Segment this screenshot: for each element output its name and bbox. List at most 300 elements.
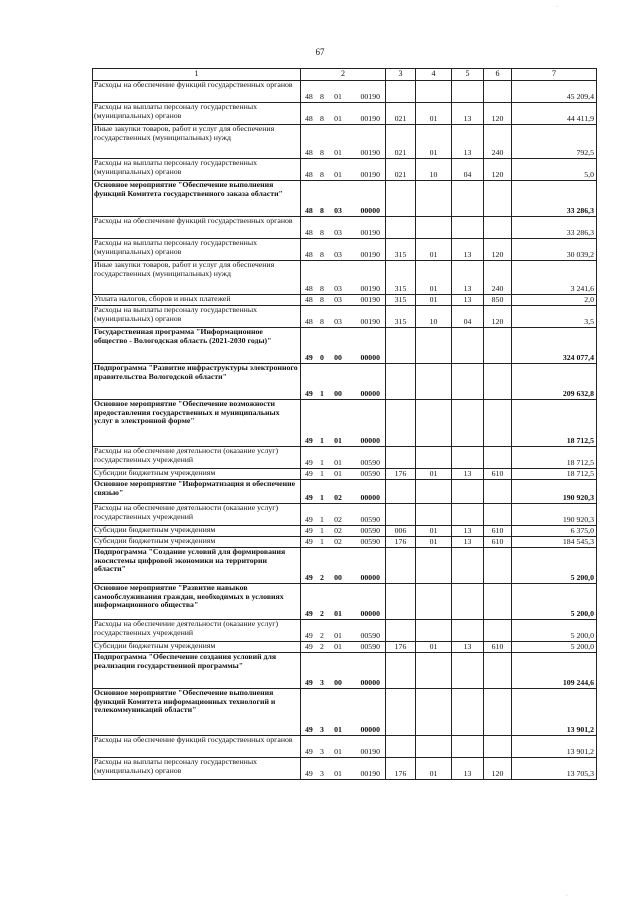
code-part: 02 (334, 515, 342, 525)
code-part: 1 (320, 515, 324, 525)
classification-code (303, 470, 383, 479)
table-row (93, 181, 597, 217)
row-name-cell: Расходы на обеспечение функций государственных органов (93, 736, 301, 758)
row-code-cell (301, 81, 386, 103)
row-code-cell (301, 526, 386, 537)
column-header: 1 (93, 69, 301, 81)
row-col3-cell (386, 400, 416, 447)
row-col5-cell (452, 736, 484, 758)
table-body (93, 69, 597, 780)
row-name-cell: Расходы на выплаты персоналу государственных (муниципальных) органов (93, 758, 301, 780)
row-col6-cell (484, 217, 512, 239)
row-col4-cell (416, 480, 452, 504)
row-name-cell: Расходы на обеспечение функций государственных органов (93, 217, 301, 239)
code-part: 2 (320, 642, 324, 652)
row-name-cell: Основное мероприятие "Обеспечение возможности предоставления государственных и муниципальных услуг в электронной форме" (93, 400, 301, 447)
code-part: 1 (320, 526, 324, 536)
row-col3-cell (386, 447, 416, 469)
page-number: 67 (315, 47, 325, 57)
row-col5-cell: 13 (452, 526, 484, 537)
code-part: 8 (320, 92, 324, 102)
row-name-cell: Расходы на выплаты персоналу государственных (муниципальных) органов (93, 239, 301, 261)
row-col3-cell: 021 (386, 103, 416, 125)
row-col5-cell: 13 (452, 103, 484, 125)
row-amount-cell: 190 920,3 (512, 480, 597, 504)
table-row (93, 469, 597, 480)
code-part: 01 (334, 769, 342, 779)
column-header: 3 (386, 69, 416, 81)
row-col5-cell: 13 (452, 642, 484, 653)
row-col6-cell (484, 81, 512, 103)
code-part: 01 (334, 148, 342, 158)
code-part: 3 (320, 769, 324, 779)
row-col3-cell: 315 (386, 295, 416, 306)
row-col5-cell (452, 480, 484, 504)
row-col3-cell: 021 (386, 159, 416, 181)
row-col6-cell (484, 653, 512, 689)
row-amount-cell: 33 286,3 (512, 217, 597, 239)
table-row (93, 103, 597, 125)
classification-code (303, 93, 383, 102)
row-col6-cell: 610 (484, 526, 512, 537)
code-part: 03 (334, 317, 342, 327)
code-part: 49 (305, 353, 313, 363)
code-part: 49 (305, 642, 313, 652)
code-part: 2 (320, 609, 324, 619)
code-part: 49 (305, 769, 313, 779)
row-code-cell (301, 103, 386, 125)
code-part: 8 (320, 170, 324, 180)
row-col5-cell: 13 (452, 125, 484, 159)
row-col3-cell (386, 736, 416, 758)
code-part: 49 (305, 493, 313, 503)
table-row (93, 620, 597, 642)
table-row (93, 653, 597, 689)
row-col3-cell (386, 504, 416, 526)
row-name-cell: Государственная программа "Информационное общество - Вологодская область (2021-2030 годы)" (93, 328, 301, 364)
row-col4-cell: 01 (416, 469, 452, 480)
classification-code (303, 459, 383, 468)
classification-code (303, 748, 383, 757)
row-col6-cell (484, 400, 512, 447)
row-col4-cell: 01 (416, 758, 452, 780)
row-col3-cell: 315 (386, 261, 416, 295)
code-part: 00000 (360, 206, 380, 216)
row-code-cell (301, 537, 386, 548)
row-col6-cell: 120 (484, 103, 512, 125)
code-part: 1 (320, 469, 324, 479)
row-col5-cell (452, 504, 484, 526)
row-amount-cell: 184 545,3 (512, 537, 597, 548)
row-col6-cell (484, 480, 512, 504)
code-part: 49 (305, 678, 313, 688)
table-row (93, 159, 597, 181)
row-name-cell: Расходы на обеспечение деятельности (оказание услуг) государственных учреждений (93, 620, 301, 642)
row-col3-cell: 315 (386, 239, 416, 261)
row-code-cell (301, 584, 386, 620)
row-col6-cell: 120 (484, 758, 512, 780)
row-col3-cell (386, 620, 416, 642)
code-part: 8 (320, 295, 324, 305)
row-col6-cell: 120 (484, 239, 512, 261)
code-part: 00590 (360, 458, 380, 468)
code-part: 00590 (360, 526, 380, 536)
classification-code (303, 632, 383, 641)
code-part: 00190 (360, 114, 380, 124)
code-part: 00190 (360, 284, 380, 294)
table-row (93, 642, 597, 653)
classification-code (303, 354, 383, 363)
code-part: 3 (320, 747, 324, 757)
code-part: 01 (334, 609, 342, 619)
code-part: 03 (334, 295, 342, 305)
row-name-cell: Уплата налогов, сборов и иных платежей (93, 295, 301, 306)
row-code-cell (301, 306, 386, 328)
classification-code (303, 437, 383, 446)
row-col5-cell (452, 328, 484, 364)
row-name-cell: Основное мероприятие "Развитие навыков самообслуживания граждан, необходимых в условиях информационного общества" (93, 584, 301, 620)
header-row (93, 69, 597, 81)
code-part: 00000 (360, 573, 380, 583)
table-row (93, 328, 597, 364)
code-part: 00190 (360, 250, 380, 260)
table-row (93, 217, 597, 239)
code-part: 03 (334, 228, 342, 238)
code-part: 48 (305, 170, 313, 180)
table-row (93, 548, 597, 584)
code-part: 1 (320, 436, 324, 446)
row-col3-cell (386, 584, 416, 620)
row-col4-cell (416, 217, 452, 239)
code-part: 8 (320, 114, 324, 124)
classification-code (303, 318, 383, 327)
row-amount-cell: 45 209,4 (512, 81, 597, 103)
row-name-cell: Расходы на обеспечение деятельности (оказание услуг) государственных учреждений (93, 504, 301, 526)
row-amount-cell: 13 901,2 (512, 689, 597, 736)
code-part: 48 (305, 92, 313, 102)
row-col6-cell (484, 584, 512, 620)
row-name-cell: Расходы на обеспечение функций государственных органов (93, 81, 301, 103)
row-col5-cell: 13 (452, 261, 484, 295)
code-part: 2 (320, 631, 324, 641)
code-part: 48 (305, 148, 313, 158)
code-part: 00190 (360, 317, 380, 327)
row-code-cell (301, 653, 386, 689)
row-col3-cell (386, 689, 416, 736)
row-name-cell: Подпрограмма "Развитие инфраструктуры электронного правительства Вологодской области" (93, 364, 301, 400)
code-part: 01 (334, 458, 342, 468)
code-part: 00 (334, 353, 342, 363)
row-code-cell (301, 736, 386, 758)
row-name-cell: Основное мероприятие "Информатизация и обеспечение связью" (93, 480, 301, 504)
row-name-cell: Основное мероприятие "Обеспечение выполнения функций Комитета информационных технологий и телекоммуникаций области" (93, 689, 301, 736)
row-code-cell (301, 181, 386, 217)
row-col6-cell: 610 (484, 469, 512, 480)
row-name-cell: Подпрограмма "Обеспечение создания условий для реализации государственной программы" (93, 653, 301, 689)
row-code-cell (301, 217, 386, 239)
row-col4-cell: 01 (416, 295, 452, 306)
row-amount-cell: 109 244,6 (512, 653, 597, 689)
table-row (93, 295, 597, 306)
row-col6-cell (484, 447, 512, 469)
classification-code (303, 115, 383, 124)
row-col3-cell (386, 548, 416, 584)
code-part: 00 (334, 573, 342, 583)
row-amount-cell: 209 632,8 (512, 364, 597, 400)
code-part: 00190 (360, 769, 380, 779)
row-col4-cell (416, 736, 452, 758)
row-code-cell (301, 758, 386, 780)
row-col4-cell (416, 81, 452, 103)
code-part: 1 (320, 537, 324, 547)
row-col6-cell: 240 (484, 261, 512, 295)
code-part: 8 (320, 317, 324, 327)
code-part: 48 (305, 317, 313, 327)
table-row (93, 447, 597, 469)
column-header: 6 (484, 69, 512, 81)
code-part: 01 (334, 747, 342, 757)
row-col5-cell (452, 548, 484, 584)
row-amount-cell: 5 200,0 (512, 584, 597, 620)
code-part: 00590 (360, 642, 380, 652)
row-col3-cell (386, 81, 416, 103)
row-name-cell: Расходы на обеспечение деятельности (оказание услуг) государственных учреждений (93, 447, 301, 469)
row-name-cell: Подпрограмма "Создание условий для формирования экосистемы цифровой экономики на территории области" (93, 548, 301, 584)
code-part: 49 (305, 469, 313, 479)
row-code-cell (301, 125, 386, 159)
row-code-cell (301, 400, 386, 447)
code-part: 49 (305, 537, 313, 547)
row-col4-cell: 10 (416, 159, 452, 181)
code-part: 49 (305, 458, 313, 468)
code-part: 1 (320, 458, 324, 468)
code-part: 49 (305, 609, 313, 619)
classification-code (303, 296, 383, 305)
row-col5-cell (452, 689, 484, 736)
code-part: 48 (305, 206, 313, 216)
row-code-cell (301, 295, 386, 306)
row-col5-cell (452, 584, 484, 620)
row-col6-cell: 120 (484, 306, 512, 328)
row-amount-cell: 44 411,9 (512, 103, 597, 125)
classification-code (303, 149, 383, 158)
row-col6-cell (484, 328, 512, 364)
row-col5-cell: 13 (452, 239, 484, 261)
row-col6-cell (484, 620, 512, 642)
table-row (93, 758, 597, 780)
code-part: 49 (305, 515, 313, 525)
code-part: 00190 (360, 295, 380, 305)
row-name-cell: Субсидии бюджетным учреждениям (93, 642, 301, 653)
row-amount-cell: 18 712,5 (512, 447, 597, 469)
row-col5-cell: 13 (452, 758, 484, 780)
row-code-cell (301, 480, 386, 504)
code-part: 8 (320, 148, 324, 158)
row-code-cell (301, 504, 386, 526)
row-name-cell: Субсидии бюджетным учреждениям (93, 526, 301, 537)
classification-code (303, 574, 383, 583)
row-col4-cell (416, 689, 452, 736)
row-col6-cell (484, 181, 512, 217)
row-amount-cell: 5 200,0 (512, 548, 597, 584)
row-col3-cell (386, 364, 416, 400)
code-part: 48 (305, 114, 313, 124)
row-col3-cell: 021 (386, 125, 416, 159)
classification-code (303, 770, 383, 779)
row-col5-cell (452, 217, 484, 239)
classification-code (303, 494, 383, 503)
code-part: 48 (305, 228, 313, 238)
row-col4-cell: 10 (416, 306, 452, 328)
code-part: 3 (320, 725, 324, 735)
row-amount-cell: 18 712,5 (512, 469, 597, 480)
scan-mark: · (556, 4, 558, 10)
table-row (93, 81, 597, 103)
code-part: 03 (334, 284, 342, 294)
code-part: 49 (305, 725, 313, 735)
row-col4-cell: 01 (416, 526, 452, 537)
row-col5-cell (452, 400, 484, 447)
row-col6-cell (484, 736, 512, 758)
code-part: 00590 (360, 631, 380, 641)
classification-code (303, 207, 383, 216)
code-part: 00000 (360, 493, 380, 503)
code-part: 01 (334, 114, 342, 124)
classification-code (303, 171, 383, 180)
row-amount-cell: 33 286,3 (512, 181, 597, 217)
row-col5-cell: 04 (452, 306, 484, 328)
row-col4-cell: 01 (416, 103, 452, 125)
code-part: 48 (305, 284, 313, 294)
code-part: 49 (305, 436, 313, 446)
code-part: 01 (334, 642, 342, 652)
row-name-cell: Расходы на выплаты персоналу государственных (муниципальных) органов (93, 159, 301, 181)
row-col4-cell (416, 364, 452, 400)
row-col3-cell (386, 480, 416, 504)
table-row (93, 736, 597, 758)
row-col3-cell (386, 653, 416, 689)
code-part: 00000 (360, 678, 380, 688)
row-col6-cell: 850 (484, 295, 512, 306)
row-code-cell (301, 548, 386, 584)
code-part: 00190 (360, 92, 380, 102)
row-name-cell: Субсидии бюджетным учреждениям (93, 469, 301, 480)
row-col3-cell: 006 (386, 526, 416, 537)
code-part: 8 (320, 250, 324, 260)
table-row (93, 584, 597, 620)
row-col5-cell (452, 81, 484, 103)
code-part: 01 (334, 469, 342, 479)
code-part: 00000 (360, 725, 380, 735)
row-amount-cell: 13 901,2 (512, 736, 597, 758)
code-part: 2 (320, 573, 324, 583)
classification-code (303, 285, 383, 294)
row-col6-cell: 610 (484, 537, 512, 548)
code-part: 49 (305, 389, 313, 399)
row-code-cell (301, 620, 386, 642)
row-col5-cell (452, 653, 484, 689)
row-col6-cell: 610 (484, 642, 512, 653)
classification-code (303, 251, 383, 260)
code-part: 02 (334, 526, 342, 536)
row-amount-cell: 30 039,2 (512, 239, 597, 261)
code-part: 00000 (360, 436, 380, 446)
code-part: 00000 (360, 389, 380, 399)
row-col5-cell: 13 (452, 537, 484, 548)
code-part: 01 (334, 170, 342, 180)
table-row (93, 504, 597, 526)
table-row (93, 689, 597, 736)
classification-code (303, 610, 383, 619)
row-code-cell (301, 328, 386, 364)
classification-code (303, 390, 383, 399)
row-col4-cell: 01 (416, 239, 452, 261)
code-part: 49 (305, 631, 313, 641)
row-col4-cell: 01 (416, 537, 452, 548)
row-code-cell (301, 469, 386, 480)
table-row (93, 480, 597, 504)
code-part: 03 (334, 250, 342, 260)
code-part: 00 (334, 389, 342, 399)
code-part: 02 (334, 493, 342, 503)
row-col3-cell: 176 (386, 642, 416, 653)
row-code-cell (301, 689, 386, 736)
classification-code (303, 726, 383, 735)
row-col6-cell (484, 548, 512, 584)
row-col4-cell (416, 504, 452, 526)
row-col5-cell: 04 (452, 159, 484, 181)
row-amount-cell: 190 920,3 (512, 504, 597, 526)
row-col4-cell (416, 620, 452, 642)
code-part: 01 (334, 436, 342, 446)
row-code-cell (301, 239, 386, 261)
row-col5-cell: 13 (452, 469, 484, 480)
code-part: 3 (320, 678, 324, 688)
classification-code (303, 516, 383, 525)
table-row (93, 125, 597, 159)
code-part: 00590 (360, 515, 380, 525)
row-code-cell (301, 447, 386, 469)
code-part: 48 (305, 250, 313, 260)
row-amount-cell: 3 241,6 (512, 261, 597, 295)
row-col5-cell (452, 447, 484, 469)
row-amount-cell: 18 712,5 (512, 400, 597, 447)
code-part: 00190 (360, 170, 380, 180)
row-amount-cell: 13 705,3 (512, 758, 597, 780)
row-amount-cell: 5 200,0 (512, 642, 597, 653)
row-name-cell: Расходы на выплаты персоналу государственных (муниципальных) органов (93, 103, 301, 125)
code-part: 00000 (360, 609, 380, 619)
row-col6-cell (484, 364, 512, 400)
row-col5-cell (452, 181, 484, 217)
row-col6-cell (484, 689, 512, 736)
row-col6-cell (484, 504, 512, 526)
row-col4-cell: 01 (416, 125, 452, 159)
code-part: 00 (334, 678, 342, 688)
code-part: 1 (320, 389, 324, 399)
row-amount-cell: 5 200,0 (512, 620, 597, 642)
row-code-cell (301, 364, 386, 400)
row-col3-cell: 176 (386, 758, 416, 780)
row-name-cell: Субсидии бюджетным учреждениям (93, 537, 301, 548)
code-part: 00590 (360, 469, 380, 479)
row-col4-cell (416, 548, 452, 584)
row-col4-cell: 01 (416, 261, 452, 295)
row-col3-cell (386, 328, 416, 364)
row-col4-cell (416, 181, 452, 217)
code-part: 01 (334, 92, 342, 102)
code-part: 01 (334, 631, 342, 641)
